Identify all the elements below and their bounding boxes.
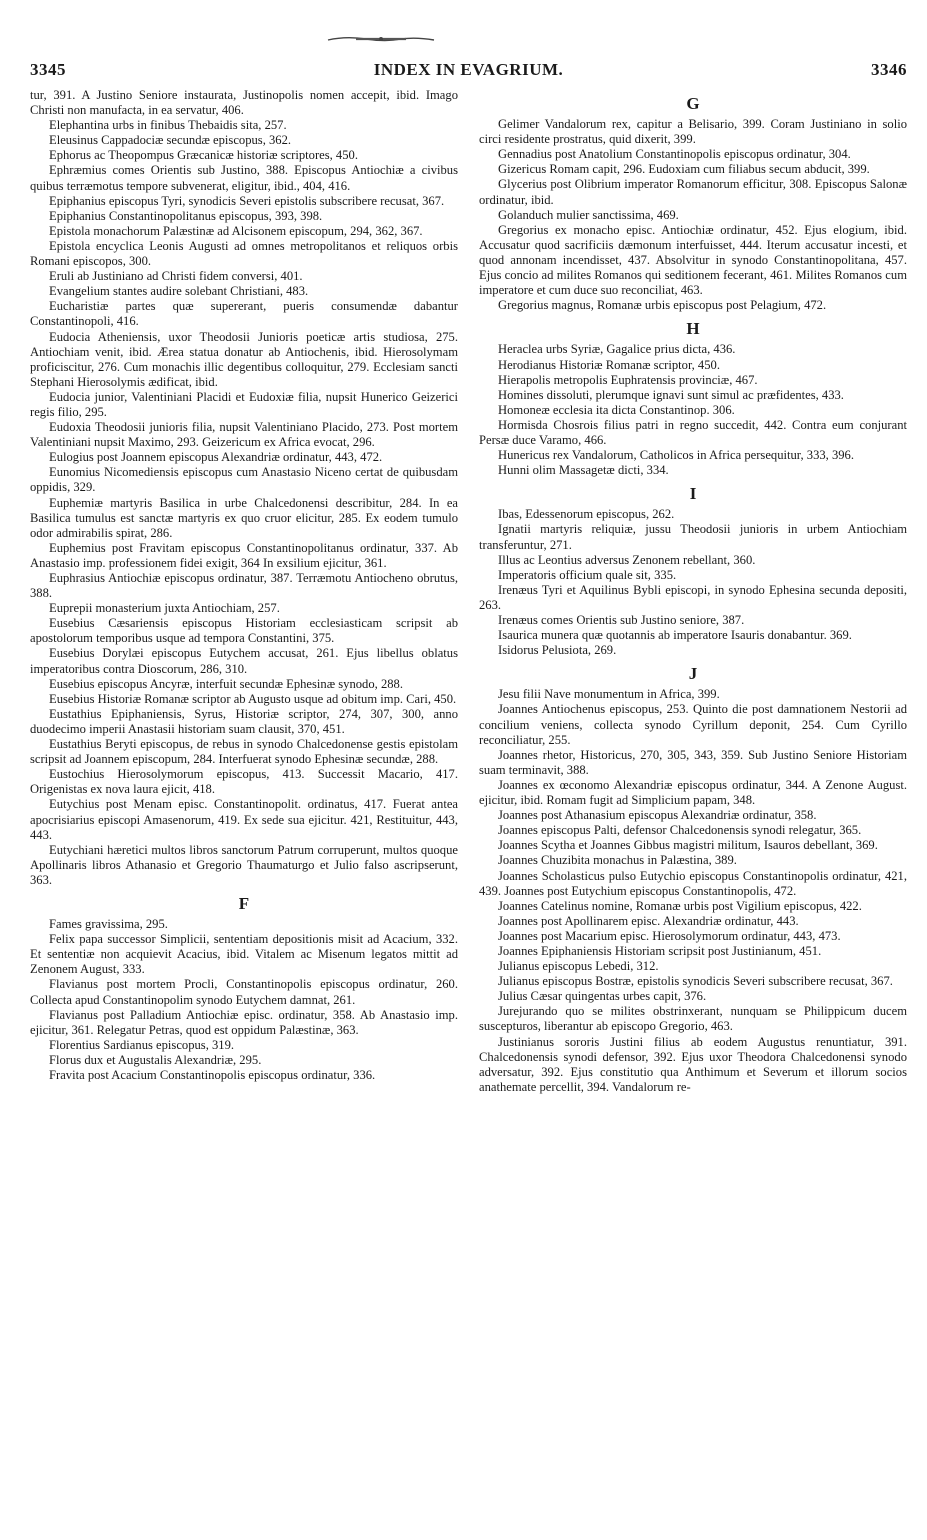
index-entry: Flavianus post mortem Procli, Constantinopolis episcopus ordinatur, 260. Collecta apud Constantinopolim synodo Eutychem damnat, 261. <box>30 977 458 1007</box>
index-entry: Joannes post Athanasium episcopus Alexandriæ ordinatur, 358. <box>498 808 817 823</box>
index-entry: Eustathius Epiphaniensis, Syrus, Historiæ scriptor, 274, 307, 300, anno duodecimo imperii Anastasii historiam suam clausit, 370, 451. <box>30 706 458 736</box>
index-entry: Eusebius Dorylæi episcopus Eutychem accusat, 261. Ejus libellus oblatus imperatoribus contra Dioscorum, 286, 310. <box>30 646 458 676</box>
index-entry: Julianus episcopus Bostræ, epistolis synodicis Severi subscribere recusat, 367. <box>498 974 893 989</box>
section-letter: I <box>689 484 697 504</box>
index-entry: Ibas, Edessenorum episcopus, 262. <box>498 507 675 522</box>
index-entry: Eruli ab Justiniano ad Christi fidem conversi, 401. <box>49 269 303 284</box>
index-entry: Hunni olim Massagetæ dicti, 334. <box>498 463 669 478</box>
index-entry: Epistola monachorum Palæstinæ ad Alcisonem episcopum, 294, 362, 367. <box>49 223 423 238</box>
index-entry: Joannes Scholasticus pulso Eutychio episcopus Constantinopolis ordinatur, 421, 439. Joannes post Eutychium episcopus Constantinopolis, 472. <box>479 868 907 898</box>
index-entry: Joannes Epiphaniensis Historiam scripsit post Justinianum, 451. <box>498 943 822 958</box>
index-entry: Herodianus Historiæ Romanæ scriptor, 450. <box>498 357 720 372</box>
index-entry: Eusebius Historiæ Romanæ scriptor ab Augusto usque ad obitum imp. Cari, 450. <box>49 691 457 706</box>
index-entry: Joannes post Macarium episc. Hierosolymorum ordinatur, 443, 473. <box>498 928 841 943</box>
index-entry: Euprepii monasterium juxta Antiochiam, 257. <box>49 601 280 616</box>
index-entry: Florentius Sardianus episcopus, 319. <box>49 1037 235 1052</box>
index-entry: Eusebius episcopus Ancyræ, interfuit secundæ Ephesinæ synodo, 288. <box>49 676 403 691</box>
index-entry: Epistola encyclica Leonis Augusti ad omnes metropolitanos et reliquos orbis Romani episcopos, 300. <box>30 238 458 269</box>
index-entry: Glycerius post Olibrium imperator Romanorum efficitur, 308. Episcopus Salonæ ordinatur, ibid. <box>479 177 907 207</box>
index-entry: Eudoxia Theodosii junioris filia, nupsit Valentiniano Placido, 273. Post mortem Valentiniani nupsit Maximo, 293. Geizericum ex Africa evocat, 296. <box>30 420 458 450</box>
index-entry: Gennadius post Anatolium Constantinopolis episcopus ordinatur, 304. <box>498 147 851 162</box>
left-column <box>30 88 458 1083</box>
index-entry: Eulogius post Joannem episcopus Alexandriæ ordinatur, 443, 472. <box>49 450 383 465</box>
section-letter: F <box>238 893 250 913</box>
index-entry: Eudocia junior, Valentiniani Placidi et Eudoxiæ filia, nupsit Hunerico Geizerici regis filio, 295. <box>30 389 458 419</box>
index-entry: Euphemiæ martyris Basilica in urbe Chalcedonensi describitur, 284. In ea Basilica tumulus est sanctæ martyris ex quo cruor elicitur, 285. Ex eodem tumulo odor admirabilis spirat, 286. <box>30 495 458 540</box>
index-entry: Evangelium stantes audire solebant Christiani, 483. <box>49 284 309 299</box>
index-entry: Flavianus post Palladium Antiochiæ episc. ordinatur, 358. Ab Anastasio imp. ejicitur, 361. Relegatur Petras, quod est oppidum Palæstinæ, 363. <box>30 1007 458 1037</box>
index-entry: Eudocia Atheniensis, uxor Theodosii Junioris poeticæ artis studiosa, 275. Antiochiam venit, ibid. Ærea statua donatur ab Antiochenis, ibid. Hierosolymam proficiscitur, 276. Cum monachis illic degentibus colloquitur, 279. Ecclesiam sancti Stephani Hierosolymis ædificat, ibid. <box>30 329 458 389</box>
section-letter: J <box>688 664 698 684</box>
index-entry: Gregorius ex monacho episc. Antiochiæ ordinatur, 452. Ejus elogium, ibid. Accusatur quod sacrificiis dæmonum interfuisset, 444. Iterum accusatur incesti, et quod annonam incendisset, 437. Absolvitur in synodo Constantinopolitana, 457. Ejus concio ad milites Romanos qui seditionem fecerant, 461. Milites Romanos cum imperatore et cum duce suo reconciliat, 463. <box>479 222 907 298</box>
index-entry: Golanduch mulier sanctissima, 469. <box>498 207 679 222</box>
right-column <box>479 88 907 1095</box>
index-entry: Hierapolis metropolis Euphratensis provinciæ, 467. <box>498 372 758 387</box>
section-letter: G <box>686 94 700 113</box>
index-entry: Isidorus Pelusiota, 269. <box>498 643 617 658</box>
index-entry: Eusebius Cæsariensis episcopus Historiam ecclesiasticam scripsit ab apostolorum temporibus usque ad tempora Constantini, 375. <box>30 616 458 646</box>
index-entry: Joannes post Apollinarem episc. Alexandriæ ordinatur, 443. <box>498 913 799 928</box>
index-entry: Heraclea urbs Syriæ, Gagalice prius dicta, 436. <box>498 342 736 357</box>
index-entry: Irenæus comes Orientis sub Justino seniore, 387. <box>498 613 745 627</box>
index-entry: Joannes Catelinus nomine, Romanæ urbis post Vigilium episcopus, 422. <box>498 898 862 913</box>
index-entry: Julius Cæsar quingentas urbes capit, 376. <box>498 989 707 1004</box>
right-page-number: 3346 <box>871 60 907 79</box>
index-entry: Julianus episcopus Lebedi, 312. <box>498 959 659 974</box>
index-entry: Euphrasius Antiochiæ episcopus ordinatur, 387. Terræmotu Antiocheno obrutus, 388. <box>30 571 458 601</box>
index-entry: Eutychius post Menam episc. Constantinopolit. ordinatus, 417. Fuerat antea apocrisiarius episcopi Amasenorum, 419. Ex sede sua ejicitur. 421, Restituitur, 443, 443. <box>30 797 458 842</box>
page-header <box>30 60 907 84</box>
index-entry: Isaurica munera quæ quotannis ab imperatore Isauris donabantur. 369. <box>498 628 852 643</box>
index-entry: Hunericus rex Vandalorum, Catholicos in Africa persequitur, 333, 396. <box>498 448 855 463</box>
index-entry: Eustochius Hierosolymorum episcopus, 413. Successit Macario, 417. Origenistas ex nova laura ejicit, 418. <box>30 767 458 797</box>
left-page-number: 3345 <box>30 60 66 79</box>
index-entry: Eucharistiæ partes quæ supererant, pueris consumendæ dabantur Constantinopoli, 416. <box>30 299 458 329</box>
index-entry: Joannes episcopus Palti, defensor Chalcedonensis synodi relegatur, 365. <box>498 823 862 838</box>
index-entry: Illus ac Leontius adversus Zenonem rebellant, 360. <box>498 552 756 567</box>
index-entry: Homines dissoluti, plerumque ignavi sunt simul ac præfidentes, 433. <box>498 387 844 402</box>
index-entry: Eleusinus Cappadociæ secundæ episcopus, 362. <box>49 133 292 148</box>
index-entry: Joannes Chuzibita monachus in Palæstina, 389. <box>498 853 737 868</box>
index-entry: Epiphanius episcopus Tyri, synodicis Severi epistolis subscribere recusat, 367. <box>49 193 445 208</box>
index-entry: Joannes Antiochenus episcopus, 253. Quinto die post damnationem Nestorii ad concilium veniens, collecta synodo Cyrillum deponit, 254. Cum Cyrillo reconciliatur, 255. <box>479 702 907 747</box>
index-entry: Gregorius magnus, Romanæ urbis episcopus post Pelagium, 472. <box>498 298 827 313</box>
index-entry: Felix papa successor Simplicii, sententiam depositionis misit ad Acacium, 332. Et sententiæ non acquievit Acacius, ibid. Vitalem ac Misenum legatos mittit ad Zenonem August, 333. <box>30 932 458 977</box>
printer-ornament <box>326 34 436 44</box>
index-entry: Elephantina urbs in finibus Thebaidis sita, 257. <box>49 118 287 133</box>
index-entry: Hormisda Chosrois filius patri in regno succedit, 442. Contra eum conjurant Persæ duce Varamo, 466. <box>479 417 907 447</box>
index-entry: Fravita post Acacium Constantinopolis episcopus ordinatur, 336. <box>49 1068 376 1082</box>
index-entry: Florus dux et Augustalis Alexandriæ, 295. <box>49 1052 262 1067</box>
index-entry: Gelimer Vandalorum rex, capitur a Belisario, 399. Coram Justiniano in solio circi residente prostratus, quid dixerit, 399. <box>479 117 907 147</box>
index-entry: Homoneæ ecclesia ita dicta Constantinop. 306. <box>498 402 735 417</box>
index-entry: tur, 391. A Justino Seniore instaurata, Justinopolis nomen accepit, ibid. Imago Christi non manufacta, in ea servatur, 406. <box>30 88 458 118</box>
index-entry: Gizericus Romam capit, 296. Eudoxiam cum filiabus secum abducit, 399. <box>498 162 870 177</box>
index-entry: Epiphanius Constantinopolitanus episcopus, 393, 398. <box>49 208 323 223</box>
index-entry: Joannes Scytha et Joannes Gibbus magistri militum, Isauros debellant, 369. <box>498 838 878 853</box>
index-entry: Justinianus sororis Justini filius ab eodem Augustus renuntiatur, 391. Chalcedonensis synodi defensor, 392. Ejus uxor Theodora Chalcedonensi synodo adversatur, 392. Ejus constitutio qua Anthimum et Severum et illorum socios anathemate percellit, 394. Vandalorum re- <box>479 1034 907 1094</box>
section-letter: H <box>686 319 700 339</box>
index-entry: Irenæus Tyri et Aquilinus Bybli episcopi, in synodo Ephesina secunda depositi, 263. <box>479 582 907 612</box>
index-entry: Eutychiani hæretici multos libros sanctorum Patrum corruperunt, multos quoque Apollinaris libros Athanasio et Gregorio Thaumaturgo et Julio falso ascripserunt, 363. <box>30 842 458 887</box>
index-entry: Fames gravissima, 295. <box>49 917 168 932</box>
index-entry: Ignatii martyris reliquiæ, jussu Theodosii junioris in urbem Antiochiam transferuntur, 271. <box>479 522 907 552</box>
index-entry: Euphemius post Fravitam episcopus Constantinopolitanus ordinatur, 337. Ab Anastasio imp. professionem fidei exigit, 364 In exsilium ejicitur, 361. <box>30 540 458 570</box>
index-entry: Eunomius Nicomediensis episcopus cum Anastasio Niceno certat de quibusdam oppidis, 329. <box>30 465 458 495</box>
index-entry: Eustathius Beryti episcopus, de rebus in synodo Chalcedonense gestis epistolam scripsit ad Joannem episcopum, 284. Interfuerat synodo Ephesinæ secundæ, 288. <box>30 737 458 767</box>
index-entry: Jurejurando quo se milites obstrinxerant, nunquam se Philippicum ducem suscepturos, liberantur ab episcopo Gregorio, 463. <box>479 1004 907 1034</box>
index-entry: Joannes rhetor, Historicus, 270, 305, 343, 359. Sub Justino Seniore Historiam suam terminavit, 388. <box>479 747 907 777</box>
index-entry: Ephorus ac Theopompus Græcanicæ historiæ scriptores, 450. <box>49 148 358 163</box>
index-entry: Jesu filii Nave monumentum in Africa, 399. <box>498 687 720 702</box>
index-entry: Joannes ex œconomo Alexandriæ episcopus ordinatur, 344. A Zenone August. ejicitur, ibid. Romam fugit ad Simplicium papam, 348. <box>479 777 907 808</box>
index-entry: Imperatoris officium quale sit, 335. <box>498 567 677 582</box>
index-entry: Ephræmius comes Orientis sub Justino, 388. Episcopus Antiochiæ a civibus quibus terræmotus tempore subvenerat, eligitur, ibid., 404, 416. <box>30 163 458 193</box>
running-title: INDEX IN EVAGRIUM. <box>373 60 564 79</box>
